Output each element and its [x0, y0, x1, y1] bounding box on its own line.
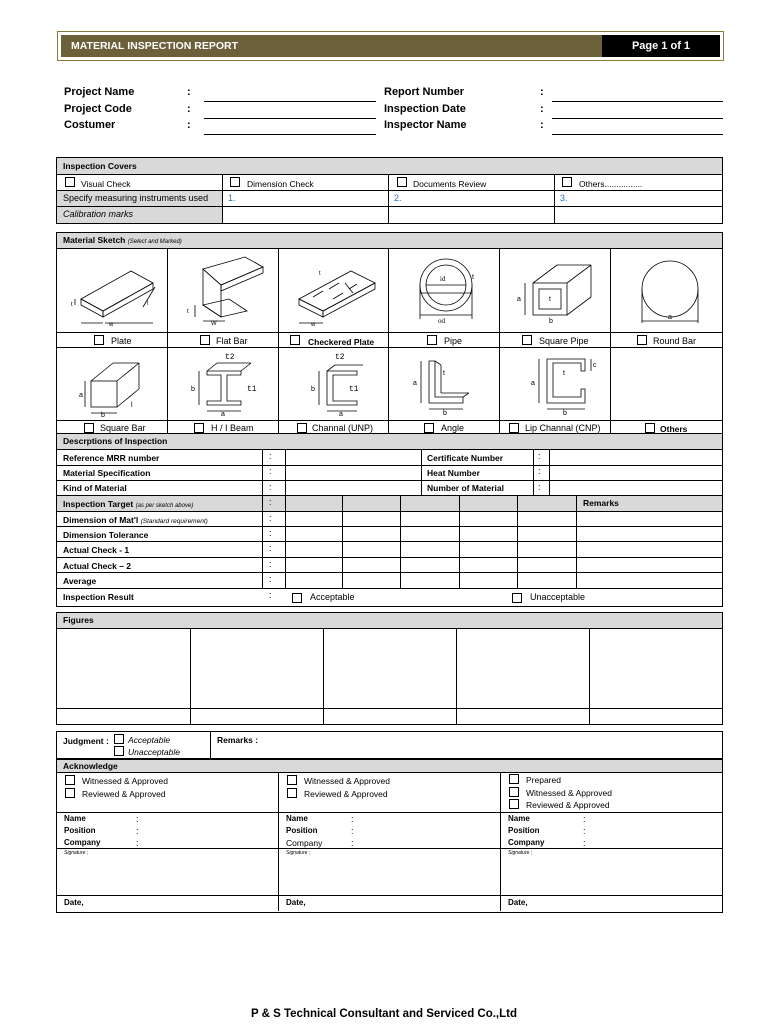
svg-text:t: t	[472, 274, 474, 281]
svg-text:t2: t2	[225, 353, 235, 362]
colon: :	[187, 119, 191, 131]
description-section: Descrptions of Inspection Reference MRR number Material Specification Kind of Material : : : Certificate Number Heat Number Number of Material : : : Inspection Target (as per sketch above) : Remarks Dimension of Mat'l (Standard requirement) Dimension Tolerance Actual Check - 1 Actual Check – 2 Average : : : : : Inspection Result : Acceptable Unacceptable	[56, 434, 723, 607]
inspector-name-label: Inspector Name	[384, 119, 467, 131]
square-bar-label: Square Bar	[100, 423, 146, 433]
pipe-sketch	[410, 255, 482, 327]
judgment-acceptable-checkbox[interactable]	[114, 734, 124, 744]
project-name-field[interactable]	[204, 101, 376, 102]
square-bar-sketch	[79, 351, 149, 417]
svg-text:b: b	[443, 410, 447, 417]
flat-bar-checkbox[interactable]	[200, 335, 210, 345]
colon: :	[540, 119, 544, 131]
checkered-plate-label: Checkered Plate	[308, 337, 375, 347]
svg-text:t: t	[563, 370, 565, 377]
certificate-number-label: Certificate Number	[427, 453, 504, 463]
svg-text:b: b	[563, 410, 567, 417]
plate-label: Plate	[111, 336, 132, 346]
plate-checkbox[interactable]	[94, 335, 104, 345]
angle-sketch	[413, 351, 489, 417]
ack3-date[interactable]: Date,	[508, 898, 528, 907]
ack2-date[interactable]: Date,	[286, 898, 306, 907]
report-number-field[interactable]	[552, 101, 723, 102]
judgment-unacceptable-label: Unacceptable	[128, 747, 180, 757]
ack2-signature[interactable]: Signature ;	[286, 850, 311, 856]
target-row-4: Average	[63, 576, 97, 586]
remarks-header: Remarks	[583, 498, 619, 508]
ack1-date[interactable]: Date,	[64, 898, 84, 907]
channel-unp-label: Channal (UNP)	[312, 423, 374, 433]
svg-text:od: od	[438, 317, 445, 325]
project-code-field[interactable]	[204, 118, 376, 119]
lip-channel-checkbox[interactable]	[509, 423, 519, 433]
documents-review-label: Documents Review	[413, 179, 487, 189]
material-sketch-section	[56, 232, 723, 434]
svg-text:W: W	[211, 321, 217, 327]
ack1-reviewed-checkbox[interactable]	[65, 788, 75, 798]
others-label: Others................	[579, 179, 643, 189]
square-pipe-checkbox[interactable]	[522, 335, 532, 345]
inspection-target-label: Inspection Target (as per sketch above)	[63, 499, 194, 509]
square-pipe-label: Square Pipe	[539, 336, 589, 346]
costumer-label: Costumer	[64, 119, 116, 131]
inspection-covers-section	[56, 157, 723, 224]
ack3-prepared-checkbox[interactable]	[509, 774, 519, 784]
pipe-checkbox[interactable]	[427, 335, 437, 345]
h-beam-checkbox[interactable]	[194, 423, 204, 433]
visual-check-label: Visual Check	[81, 179, 131, 189]
mrr-number-label: Reference MRR number	[63, 453, 160, 463]
svg-text:a: a	[79, 392, 83, 399]
dimension-check-checkbox[interactable]	[230, 177, 240, 187]
target-row-1: Dimension Tolerance	[63, 530, 149, 540]
report-header	[57, 31, 724, 61]
svg-text:t: t	[71, 302, 73, 308]
others-shape-label: Others	[660, 424, 688, 434]
instrument-1[interactable]: 1.	[228, 193, 236, 203]
judgment-acceptable-label: Acceptable	[128, 735, 171, 745]
report-number-label: Report Number	[384, 86, 465, 98]
colon: :	[187, 103, 191, 115]
instrument-2[interactable]: 2.	[394, 193, 402, 203]
colon: :	[540, 86, 544, 98]
instruments-label: Specify measuring instruments used	[63, 193, 209, 203]
flat-bar-label: Flat Bar	[216, 336, 248, 346]
result-unacceptable-label: Unacceptable	[530, 592, 586, 602]
checkered-plate-sketch	[293, 259, 379, 327]
others-checkbox[interactable]	[562, 177, 572, 187]
svg-text:t1: t1	[349, 385, 359, 394]
costumer-field[interactable]	[204, 134, 376, 135]
inspection-result-label: Inspection Result	[63, 592, 134, 602]
svg-text:b: b	[101, 412, 105, 417]
page-indicator: Page 1 of 1	[602, 35, 720, 57]
colon: :	[187, 86, 191, 98]
dimension-check-label: Dimension Check	[247, 179, 314, 189]
material-sketch-note: (Select and Marked)	[127, 239, 182, 245]
svg-text:t: t	[549, 296, 551, 303]
svg-text:c: c	[593, 362, 597, 369]
lip-channel-label: Lip Channal (CNP)	[525, 423, 601, 433]
figures-section	[56, 612, 723, 725]
svg-text:t: t	[443, 370, 445, 377]
square-pipe-sketch	[513, 255, 599, 327]
ack1-signature[interactable]: Signature ;	[64, 850, 89, 856]
channel-unp-sketch	[299, 349, 383, 417]
svg-text:a: a	[221, 411, 225, 417]
round-bar-label: Round Bar	[653, 336, 697, 346]
svg-text:t1: t1	[247, 385, 257, 394]
kind-of-material-label: Kind of Material	[63, 483, 127, 493]
project-code-label: Project Code	[64, 103, 132, 115]
inspection-date-label: Inspection Date	[384, 103, 466, 115]
plate-sketch	[71, 257, 157, 327]
round-bar-checkbox[interactable]	[637, 335, 647, 345]
inspector-name-field[interactable]	[552, 134, 723, 135]
lip-channel-sketch	[525, 351, 609, 417]
svg-text:t: t	[319, 271, 321, 277]
number-of-material-label: Number of Material	[427, 483, 504, 493]
acknowledge-section: Acknowledge Witnessed & Approved Reviewed & Approved Name Position Company : : : Signature ; Date, Witnessed & Approved Reviewed & Approved Name Position Company : : : Signature ; Date, Prepared Witnessed & Approved Reviewed & Approved Name Position Company : : : Signature ; Date,	[56, 759, 723, 913]
ack2-witnessed-checkbox[interactable]	[287, 775, 297, 785]
result-acceptable-label: Acceptable	[310, 592, 355, 602]
ack3-witnessed-checkbox[interactable]	[509, 787, 519, 797]
visual-check-checkbox[interactable]	[65, 177, 75, 187]
instrument-3[interactable]: 3.	[560, 193, 568, 203]
material-sketch-title: Material Sketch	[63, 235, 126, 245]
figures-title: Figures	[57, 613, 722, 629]
svg-text:id: id	[440, 275, 446, 283]
angle-label: Angle	[441, 423, 465, 433]
svg-text:b: b	[549, 318, 553, 325]
ack3-reviewed-checkbox[interactable]	[509, 799, 519, 809]
calibration-label: Calibration marks	[63, 209, 134, 219]
target-row-0: Dimension of Mat'l (Standard requirement)	[63, 515, 208, 525]
result-acceptable-checkbox[interactable]	[292, 593, 302, 603]
channel-unp-checkbox[interactable]	[297, 423, 307, 433]
colon: :	[540, 103, 544, 115]
description-title: Descrptions of Inspection	[57, 434, 722, 450]
acknowledge-title: Acknowledge	[57, 759, 722, 773]
pipe-label: Pipe	[444, 336, 463, 346]
svg-text:w: w	[311, 322, 316, 327]
result-unacceptable-checkbox[interactable]	[512, 593, 522, 603]
others-shape-checkbox[interactable]	[645, 423, 655, 433]
svg-text:b: b	[191, 386, 195, 393]
svg-text:w: w	[109, 322, 114, 327]
judgment-label: Judgment :	[63, 736, 109, 746]
ack2-reviewed-checkbox[interactable]	[287, 788, 297, 798]
svg-text:a: a	[531, 380, 535, 387]
svg-text:a: a	[413, 380, 417, 387]
svg-text:t2: t2	[335, 353, 345, 362]
svg-text:l: l	[147, 301, 149, 307]
svg-text:a: a	[668, 314, 672, 321]
judgment-section	[56, 731, 723, 759]
material-spec-label: Material Specification	[63, 468, 151, 478]
target-row-2: Actual Check - 1	[63, 545, 130, 555]
svg-text:b: b	[311, 386, 315, 393]
target-row-3: Actual Check – 2	[63, 561, 132, 571]
heat-number-label: Heat Number	[427, 468, 480, 478]
project-name-label: Project Name	[64, 86, 135, 98]
svg-text:a: a	[517, 296, 521, 303]
square-bar-checkbox[interactable]	[84, 423, 94, 433]
h-beam-sketch	[189, 349, 273, 417]
ack3-signature[interactable]: Signature ;	[508, 850, 533, 856]
judgment-remarks-label: Remarks :	[217, 735, 259, 745]
judgment-unacceptable-checkbox[interactable]	[114, 746, 124, 756]
flat-bar-sketch	[185, 255, 269, 327]
inspection-date-field[interactable]	[552, 118, 723, 119]
company-footer: P & S Technical Consultant and Serviced Co.,Ltd	[250, 1008, 518, 1020]
report-title: MATERIAL INSPECTION REPORT	[61, 35, 653, 57]
angle-checkbox[interactable]	[424, 423, 434, 433]
svg-text:l: l	[131, 402, 133, 409]
h-beam-label: H / I Beam	[211, 423, 254, 433]
svg-text:a: a	[339, 411, 343, 417]
ack1-witnessed-checkbox[interactable]	[65, 775, 75, 785]
checkered-plate-checkbox[interactable]	[290, 335, 300, 345]
documents-review-checkbox[interactable]	[397, 177, 407, 187]
svg-text:t: t	[187, 309, 189, 315]
inspection-covers-title: Inspection Covers	[57, 158, 722, 175]
round-bar-sketch	[634, 255, 706, 329]
